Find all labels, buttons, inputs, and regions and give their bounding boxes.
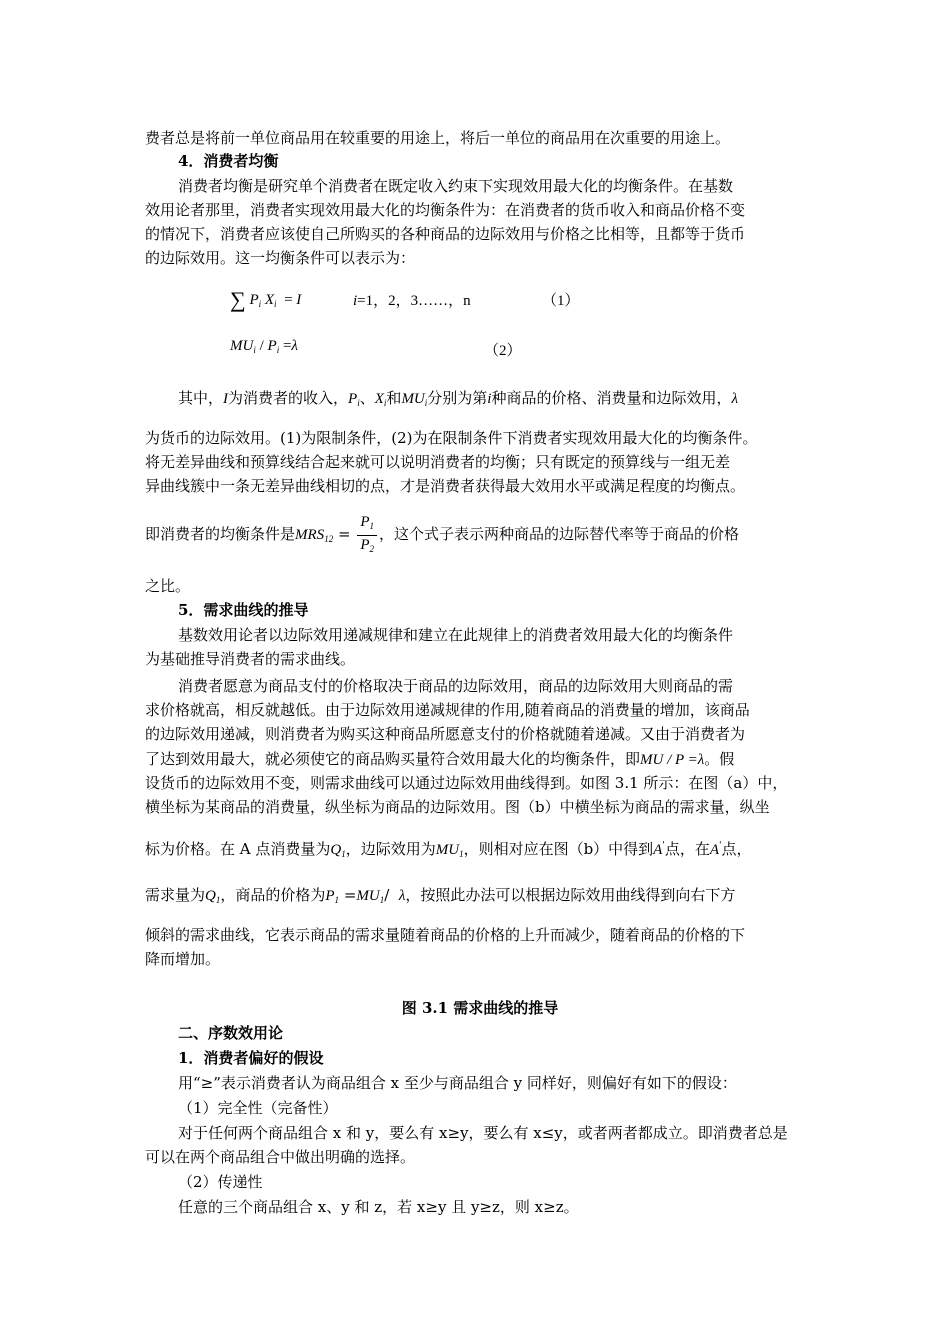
equation-2 (230, 338, 298, 355)
paragraph-line: 横坐标为某商品的消费量，纵坐标为商品的边际效用。图（b）中横坐标为商品的需求量，纵坐 (145, 798, 770, 816)
text: ，按照此办法可以根据边际效用曲线得到向右下方 (405, 886, 736, 904)
var-index: i (487, 391, 492, 407)
eq1-sub-i: i (274, 299, 277, 309)
var-p2: P (360, 536, 370, 553)
text: 点，在 (664, 840, 710, 858)
text: ，这个式子表示两种商品的边际替代率等于商品的价格 (379, 525, 740, 543)
var-mu: MU (435, 842, 460, 858)
var-quantity: X (374, 391, 384, 407)
paragraph-line: 为货币的边际效用。(1)为限制条件，(2)为在限制条件下消费者实现效用最大化的均衡条件。 (145, 429, 758, 447)
subscript: i (424, 398, 428, 408)
subscript: i (357, 398, 360, 408)
paragraph-line: 费者总是将前一单位商品用在较重要的用途上，将后一单位的商品用在次重要的用途上。 (145, 129, 731, 147)
var-lambda: λ (398, 888, 406, 904)
section-heading-demand-curve: 5．需求曲线的推导 (178, 601, 309, 619)
equation-1-number: （1） (542, 293, 580, 309)
subscript: 1 (341, 849, 346, 859)
text: 点， (721, 840, 752, 858)
eq1-income: I (296, 292, 302, 308)
eq2-sub-i: i (276, 345, 280, 355)
paragraph-line: 基数效用论者以边际效用递减规律和建立在此规律上的消费者效用最大化的均衡条件 (178, 626, 734, 644)
eq2-mu: MU (230, 338, 254, 354)
paragraph-line: 的边际效用递减，则消费者为购买这种商品所愿意支付的价格就随着递减。又由于消费者为 (145, 725, 746, 743)
paragraph-line: 之比。 (145, 577, 191, 595)
paragraph-line: 降而增加。 (145, 950, 221, 968)
equals: = (337, 525, 351, 543)
var-marginal-utility: MU (401, 391, 425, 407)
var-p1: P (360, 513, 370, 530)
subscript: i (383, 398, 387, 408)
equation-2-number: （2） (484, 343, 522, 359)
text: 为消费者的收入， (228, 389, 349, 407)
subscript: 1 (334, 895, 340, 905)
eq2-equals: = (282, 338, 292, 354)
equals: = (343, 886, 357, 904)
eq2-p: P (267, 338, 277, 354)
text: ，则相对应在图（b）中得到 (463, 840, 654, 858)
var-q: Q (330, 842, 342, 858)
eq2-lambda: λ (291, 338, 298, 354)
text: 。假 (704, 750, 735, 768)
paragraph-line: 倾斜的需求曲线，它表示商品的需求量随着商品的价格的上升而减少，随着商品的价格的下 (145, 926, 746, 944)
text: 种商品的价格、消费量和边际效用， (491, 389, 732, 407)
subscript: 1 (215, 895, 221, 905)
equation-1-range (353, 289, 471, 310)
price-ratio-fraction (357, 513, 377, 558)
eq1-index: i (353, 293, 358, 309)
equation-1 (230, 287, 301, 313)
var-p: P (325, 888, 335, 904)
text: 标为价格。在 A 点消费量为 (145, 840, 331, 858)
paragraph-line: 异曲线簇中一条无差异曲线相切的点，才是消费者获得最大效用水平或满足程度的均衡点。 (145, 477, 746, 495)
paragraph-line: 效用论者那里，消费者实现效用最大化的均衡条件为：在消费者的货币收入和商品价格不变 (145, 201, 746, 219)
var-q: Q (205, 888, 216, 904)
eq2-slash: / (259, 338, 264, 354)
paragraph-line: 消费者均衡是研究单个消费者在既定收入约束下实现效用最大化的均衡条件。在基数 (178, 177, 734, 195)
var-a-prime: A (653, 842, 663, 858)
text: 需求量为 (145, 886, 206, 904)
paragraph-line: 为基础推导消费者的需求曲线。 (145, 650, 356, 668)
paragraph-line-mrs (145, 512, 815, 556)
paragraph-line: 的情况下，消费者应该使自己所购买的各种商品的边际效用与价格之比相等，且都等于货币 (145, 225, 746, 243)
eq1-x: X (264, 292, 275, 308)
subscript: 1 (459, 849, 464, 859)
text: 分别为第 (427, 389, 488, 407)
section-heading-consumer-equilibrium: 4．消费者均衡 (178, 152, 279, 170)
list-item-transitivity: （2）传递性 (178, 1173, 263, 1191)
paragraph-line: 用“≥”表示消费者认为商品组合 x 至少与商品组合 y 同样好，则偏好有如下的假设： (178, 1074, 737, 1092)
paragraph-line: 消费者愿意为商品支付的价格取决于商品的边际效用，商品的边际效用大则商品的需 (178, 677, 734, 695)
eq1-p: P (249, 292, 259, 308)
figure-caption: 图 3.1 需求曲线的推导 (401, 999, 559, 1017)
text: 即消费者的均衡条件是 (145, 525, 296, 543)
var-a-prime: A (709, 842, 720, 858)
paragraph-line: 的边际效用。这一均衡条件可以表示为： (145, 249, 416, 267)
var-price: P (348, 391, 358, 407)
list-item-completeness: （1）完全性（完备性） (178, 1099, 338, 1117)
section-heading-preference-assumptions: 1．消费者偏好的假设 (178, 1049, 324, 1067)
paragraph-line (145, 749, 815, 770)
subscript: 2 (369, 543, 374, 554)
subscript: 1 (369, 520, 374, 531)
paragraph-line: 可以在两个商品组合中做出明确的选择。 (145, 1148, 416, 1166)
paragraph-line: 求价格就高，相反就越低。由于边际效用递减规律的作用,随着商品的消费量的增加，该商品 (145, 701, 750, 719)
var-mrs: MRS (295, 527, 325, 543)
eq1-sub-i: i (258, 299, 262, 309)
eq1-range-text: =1，2，3……，n (357, 293, 471, 309)
text: ，商品的价格为 (220, 886, 326, 904)
text: ，边际效用为 (345, 840, 436, 858)
subscript: 12 (324, 534, 334, 544)
paragraph-line: 对于任何两个商品组合 x 和 y，要么有 x≥y，要么有 x≤y，或者两者都成立。即消费者总是 (178, 1124, 788, 1142)
paragraph-line-variables (178, 388, 815, 413)
paragraph-line (145, 885, 815, 910)
paragraph-line: 任意的三个商品组合 x、y 和 z，若 x≥y 且 y≥z，则 x≥z。 (178, 1198, 579, 1216)
sum-symbol: ∑ (230, 287, 246, 312)
paragraph-line: 将无差异曲线和预算线结合起来就可以说明消费者的均衡；只有既定的预算线与一组无差 (145, 453, 731, 471)
var-lambda: λ (731, 391, 738, 407)
section-heading-ordinal-utility: 二、序数效用论 (178, 1024, 284, 1042)
prime: ' (719, 841, 722, 851)
text: 和 (386, 389, 402, 407)
text: 、 (359, 389, 375, 407)
eq1-equals: = (284, 292, 293, 308)
text: 其中， (178, 389, 224, 407)
paragraph-line: 设货币的边际效用不变，则需求曲线可以通过边际效用曲线得到。如图 3.1 所示：在图（a）中， (145, 774, 788, 792)
eq2-sub-i: i (253, 345, 256, 355)
text: 了达到效用最大，就必须使它的商品购买量符合效用最大化的均衡条件，即 (145, 750, 641, 768)
paragraph-line (145, 836, 815, 864)
prime: ' (662, 841, 665, 851)
var-mu: MU (356, 888, 380, 904)
inline-formula: MU / P =λ (640, 752, 705, 768)
slash: / (384, 886, 390, 904)
subscript: 1 (379, 895, 385, 905)
var-income: I (223, 391, 229, 407)
